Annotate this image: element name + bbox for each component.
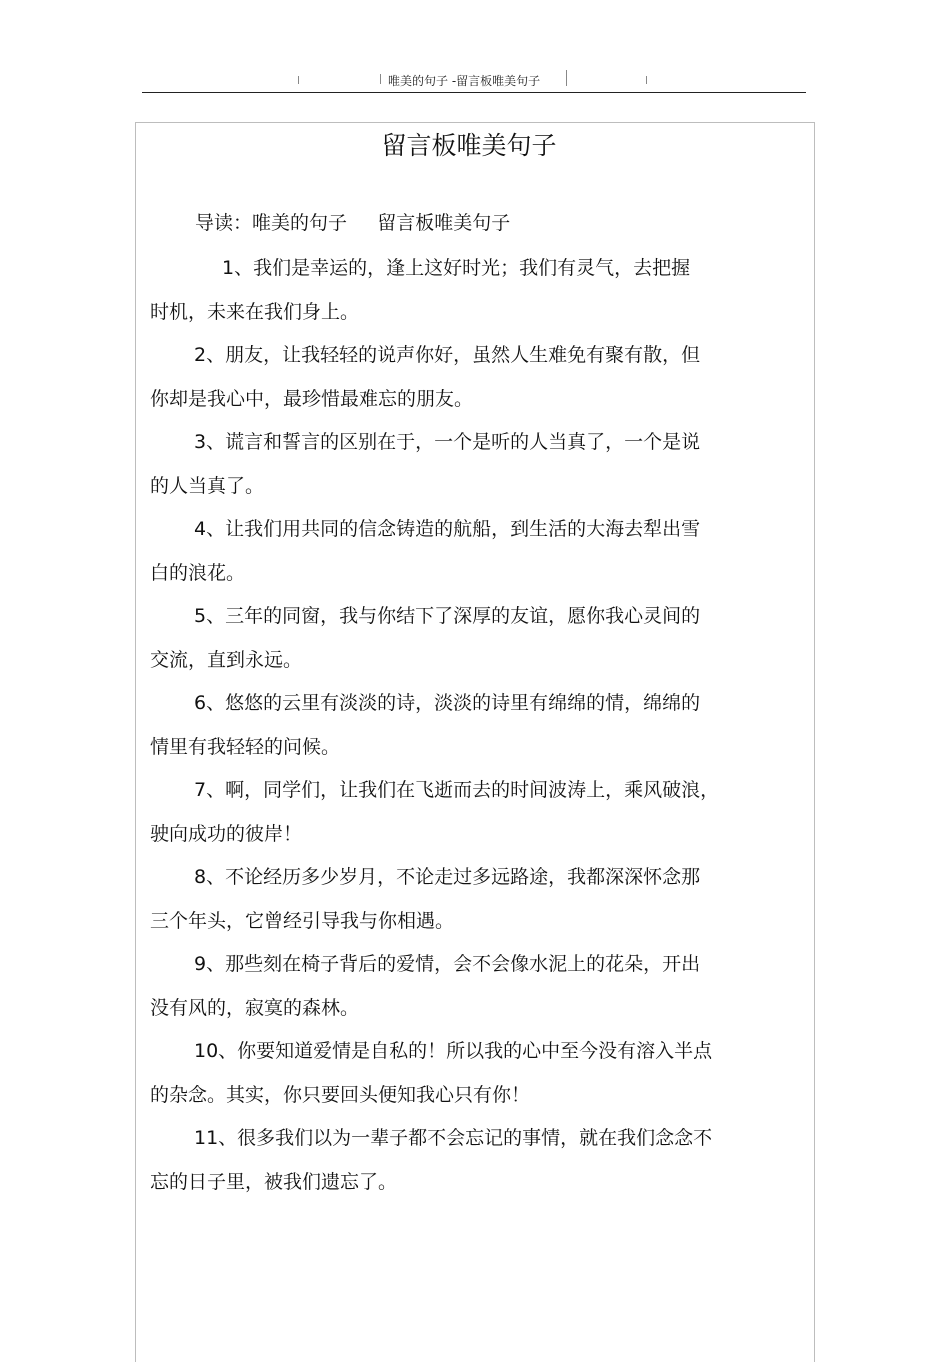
header-tick-mark [298, 76, 299, 84]
item-line-1: 5、三年的同窗，我与你结下了深厚的友谊，愿你我心灵间的 [194, 605, 701, 627]
header-tick-mark [646, 76, 647, 84]
item-line-2: 驶向成功的彼岸！ [150, 823, 303, 845]
item-line-1: 7、啊，同学们，让我们在飞逝而去的时间波涛上，乘风破浪， [194, 779, 720, 801]
item-line-2: 的杂念。其实，你只要回头便知我心只有你！ [150, 1084, 531, 1106]
item-line-1: 10、你要知道爱情是自私的！所以我的心中至今没有溶入半点 [194, 1040, 713, 1062]
header-tick-mark [380, 74, 381, 84]
item-line-1: 11、很多我们以为一辈子都不会忘记的事情，就在我们念念不 [194, 1127, 713, 1149]
item-line-2: 三个年头，它曾经引导我与你相遇。 [150, 910, 455, 932]
page-header [142, 64, 806, 93]
item-line-2: 白的浪花。 [150, 562, 246, 584]
item-line-1: 2、朋友，让我轻轻的说声你好，虽然人生难免有聚有散，但 [194, 344, 701, 366]
item-line-1: 8、不论经历多少岁月，不论走过多远路途，我都深深怀念那 [194, 866, 701, 888]
header-tick-mark [566, 70, 567, 86]
item-line-1: 1、我们是幸运的，逢上这好时光；我们有灵气，去把握 [222, 257, 691, 279]
item-line-2: 你却是我心中，最珍惜最难忘的朋友。 [150, 388, 474, 410]
item-line-1: 3、谎言和誓言的区别在于，一个是听的人当真了，一个是说 [194, 431, 701, 453]
item-line-1: 9、那些刻在椅子背后的爱情，会不会像水泥上的花朵，开出 [194, 953, 701, 975]
item-line-2: 的人当真了。 [150, 475, 265, 497]
item-line-2: 忘的日子里，被我们遗忘了。 [150, 1171, 398, 1193]
item-line-2: 没有风的，寂寞的森林。 [150, 997, 360, 1019]
intro-line: 导读：唯美的句子 留言板唯美句子 [195, 212, 511, 234]
header-title: 唯美的句子 -留言板唯美句子 [388, 74, 541, 88]
item-line-2: 交流，直到永远。 [150, 649, 303, 671]
document-title: 留言板唯美句子 [381, 131, 557, 160]
item-line-2: 时机，未来在我们身上。 [150, 301, 360, 323]
item-line-1: 6、悠悠的云里有淡淡的诗，淡淡的诗里有绵绵的情，绵绵的 [194, 692, 701, 714]
item-line-1: 4、让我们用共同的信念铸造的航船，到生活的大海去犁出雪 [194, 518, 701, 540]
item-line-2: 情里有我轻轻的问候。 [150, 736, 341, 758]
